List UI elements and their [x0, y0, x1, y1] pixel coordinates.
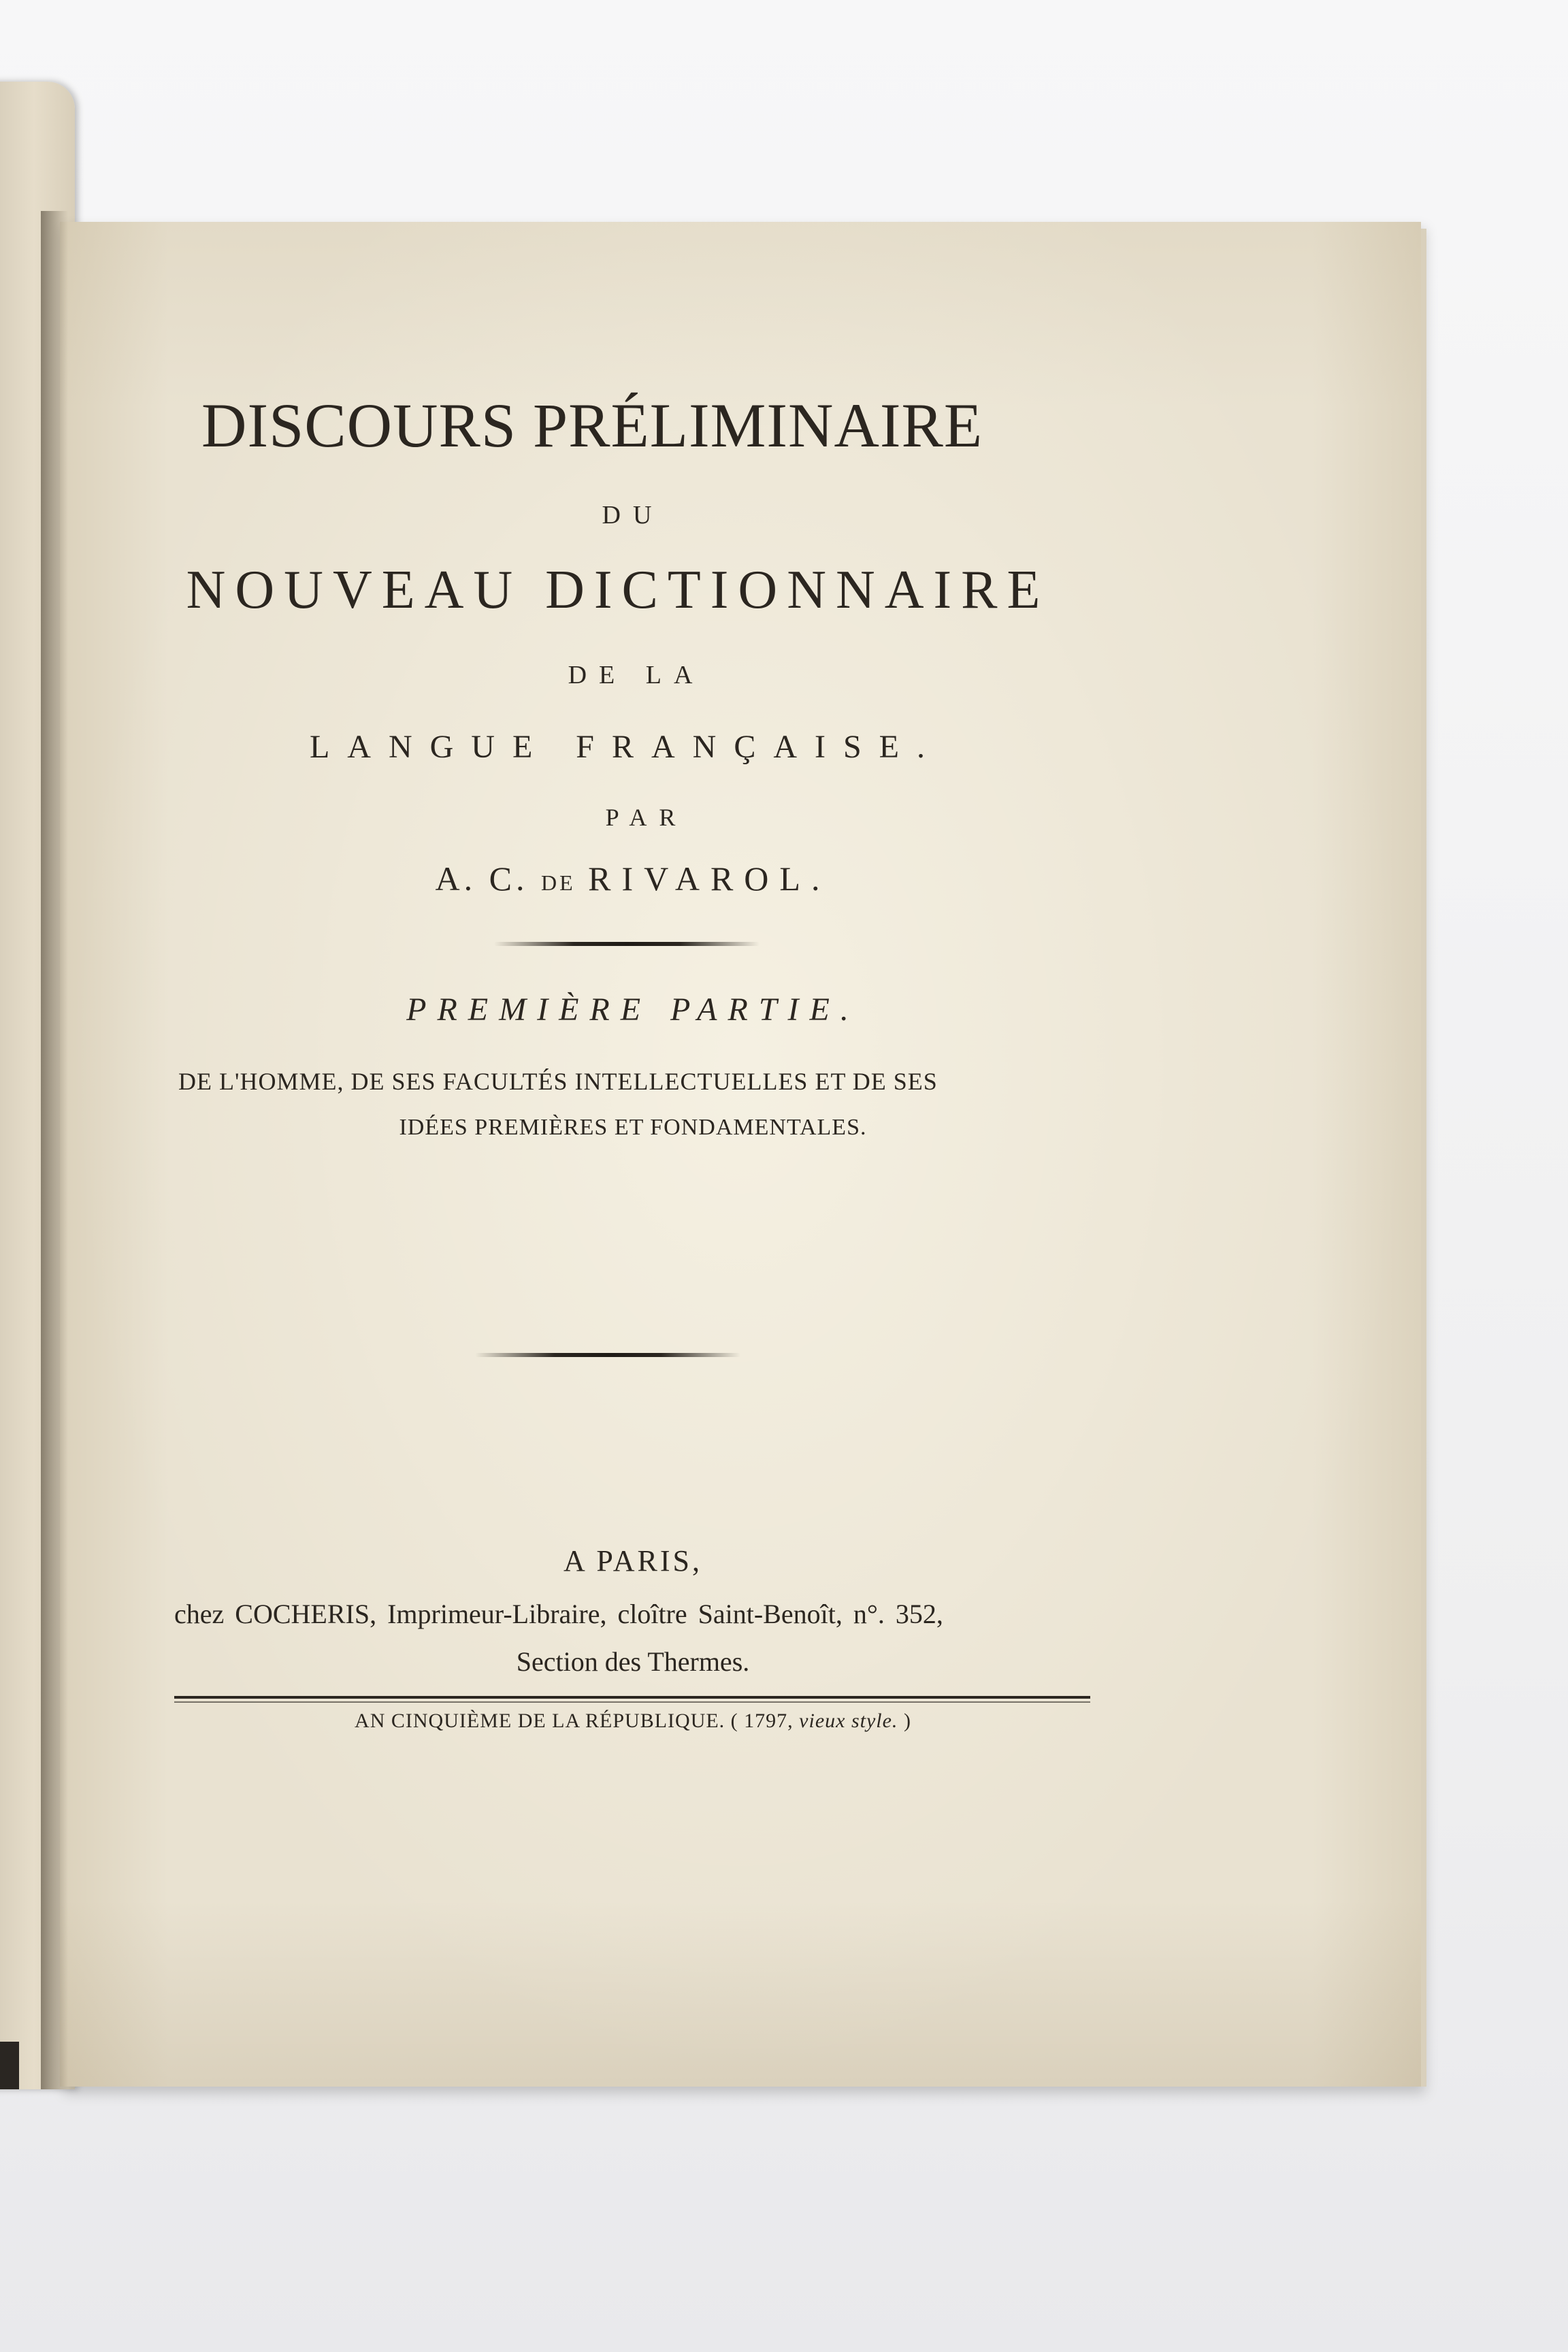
- book-spine-edge: [0, 2042, 19, 2089]
- dateline-italic: vieux style.: [799, 1710, 898, 1732]
- title-line-2: NOUVEAU DICTIONNAIRE: [186, 560, 1050, 620]
- title-par: PAR: [605, 804, 688, 831]
- imprint-line-1: chez COCHERIS, Imprimeur-Libraire, cloître Saint-Benoît, n°. 352,: [174, 1599, 943, 1629]
- title-page: [60, 222, 1421, 2087]
- subtitle-line-1: DE L'HOMME, DE SES FACULTÉS INTELLECTUELLES ET DE SES: [178, 1068, 938, 1095]
- imprint-city: A PARIS,: [563, 1544, 703, 1578]
- dateline: [327, 1710, 939, 1733]
- binding-shadow: [41, 211, 68, 2089]
- ornamental-rule: [494, 942, 760, 946]
- ornamental-rule: [475, 1353, 740, 1357]
- imprint-rule: [174, 1696, 1090, 1699]
- author-line: [395, 859, 871, 898]
- page-edge: [1421, 229, 1426, 2087]
- title-de-la: DE LA: [568, 661, 705, 689]
- author-initials: A. C.: [435, 860, 529, 898]
- title-line-1: DISCOURS PRÉLIMINAIRE: [201, 391, 983, 460]
- author-de: DE: [541, 870, 576, 895]
- dateline-main: AN CINQUIÈME DE LA RÉPUBLIQUE. ( 1797,: [355, 1710, 794, 1732]
- imprint-line-2: Section des Thermes.: [516, 1646, 750, 1677]
- dateline-close: ): [903, 1710, 911, 1732]
- author-name: RIVAROL.: [588, 860, 831, 898]
- title-du: DU: [602, 501, 664, 529]
- title-line-3: LANGUE FRANÇAISE.: [309, 729, 943, 765]
- subtitle-line-2: IDÉES PREMIÈRES ET FONDAMENTALES.: [399, 1115, 867, 1140]
- part-heading: PREMIÈRE PARTIE.: [406, 992, 860, 1028]
- imprint-rule-thin: [174, 1701, 1090, 1703]
